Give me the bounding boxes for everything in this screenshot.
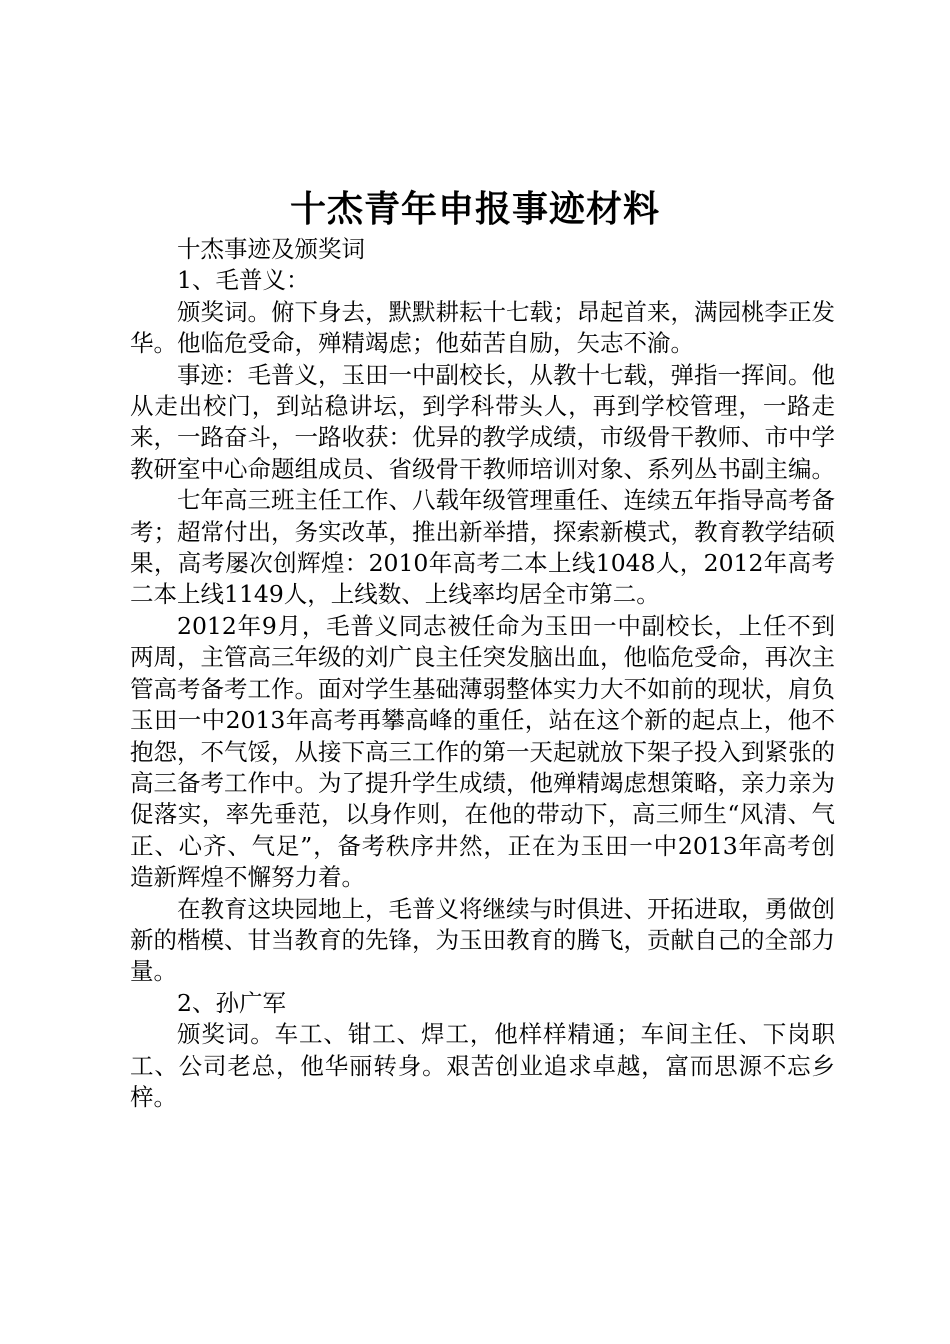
subsection-heading: 1、毛普义：	[177, 266, 310, 295]
paragraph: 2012年9月，毛普义同志被任命为玉田一中副校长，上任不到两周，主管高三年级的刘广良主任突发脑出血，他临危受命，再次主管高考备考工作。面对学生基础薄弱整体实力大不如前的现状，肩负玉田一中2013年高考再攀高峰的重任，站在这个新的起点上，他不抱怨，不气馁，从接下高三工作的第一天起就放下架子投入到紧张的高三备考工作中。为了提升学生成绩，他殚精竭虑想策略，亲力亲为促落实，率先垂范，以身作则，在他的带动下，高三师生“风清、气正、心齐、气足”，备考秩序井然，正在为玉田一中2013年高考创造新辉煌不懈努力着。	[130, 611, 835, 892]
paragraph: 七年高三班主任工作、八载年级管理重任、连续五年指导高考备考；超常付出，务实改革，推出新举措，探索新模式，教育教学结硕果，高考屡次创辉煌：2010年高考二本上线1048人，2012年高考二本上线1149人，上线数、上线率均居全市第二。	[130, 486, 835, 609]
paragraph: 在教育这块园地上，毛普义将继续与时俱进、开拓进取，勇做创新的楷模、甘当教育的先锋，为玉田教育的腾飞，贡献自己的全部力量。	[130, 894, 835, 986]
document-body	[130, 234, 835, 1113]
paragraph: 颁奖词。俯下身去，默默耕耘十七载；昂起首来，满园桃李正发华。他临危受命，殚精竭虑；他茹苦自励，矢志不渝。	[130, 297, 835, 358]
subsection-heading: 2、孙广军	[177, 988, 286, 1017]
document-title: 十杰青年申报事迹材料	[289, 189, 660, 230]
section-heading: 十杰事迹及颁奖词	[177, 235, 365, 263]
paragraph: 颁奖词。车工、钳工、焊工，他样样精通；车间主任、下岗职工、公司老总，他华丽转身。艰苦创业追求卓越，富而思源不忘乡梓。	[130, 1020, 835, 1111]
paragraph: 事迹：毛普义，玉田一中副校长，从教十七载，弹指一挥间。他从走出校门，到站稳讲坛，到学科带头人，再到学校管理，一路走来，一路奋斗，一路收获：优异的教学成绩，市级骨干教师、市中学教研室中心命题组成员、省级骨干教师培训对象、系列丛书副主编。	[130, 360, 835, 483]
